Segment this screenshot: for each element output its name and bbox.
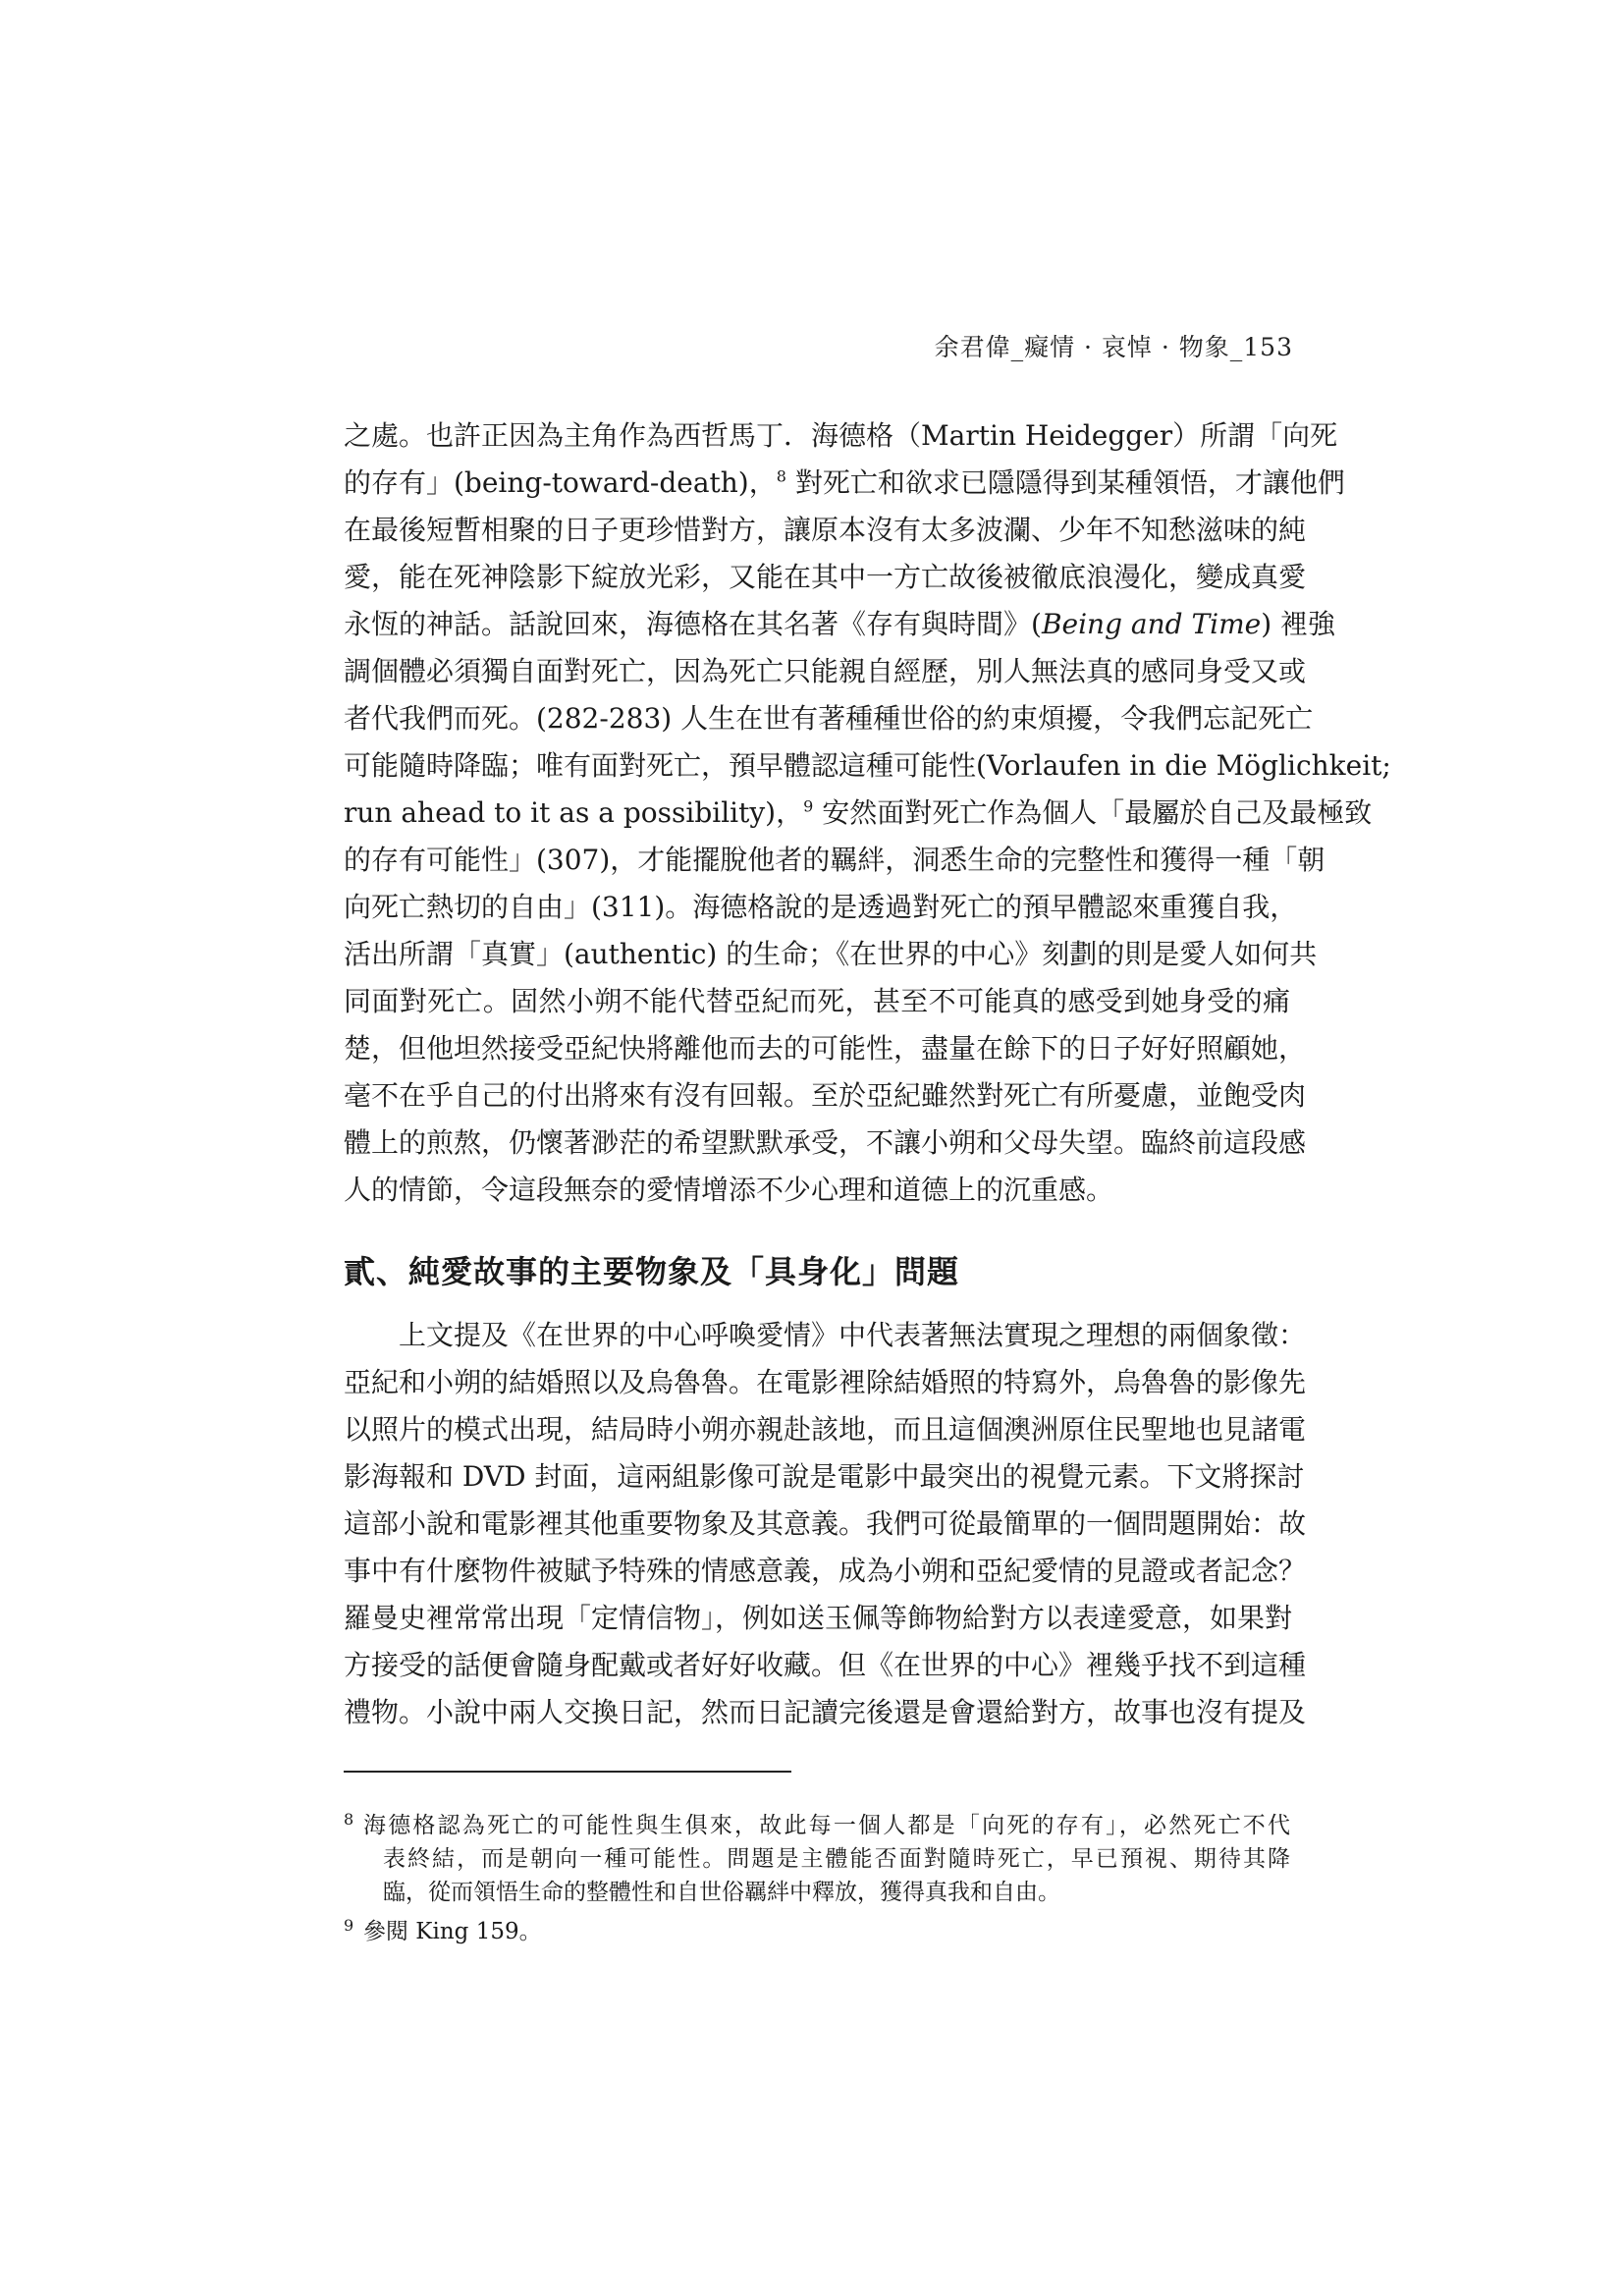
text-line: 楚，但他坦然接受亞紀快將離他而去的可能性，盡量在餘下的日子好好照顧她， xyxy=(344,1032,1307,1065)
body-paragraph xyxy=(344,412,1391,1214)
text-segment: ) 裡強 xyxy=(1261,608,1336,640)
footnote-number: 8 xyxy=(344,1810,354,1829)
text-line: 事中有什麼物件被賦予特殊的情感意義，成為小朔和亞紀愛情的見證或者記念？ xyxy=(344,1555,1307,1587)
footnote-line: 參閱 King 159。 xyxy=(363,1919,542,1944)
footnote-line: 海德格認為死亡的可能性與生俱來，故此每一個人都是「向死的存有」，必然死亡不代 xyxy=(363,1813,1290,1838)
section-heading: 貳、純愛故事的主要物象及「具身化」問題 xyxy=(344,1253,960,1290)
footnotes xyxy=(344,1809,1290,1954)
text-line: 方接受的話便會隨身配戴或者好好收藏。但《在世界的中心》裡幾乎找不到這種 xyxy=(344,1649,1307,1681)
text-line: 禮物。小說中兩人交換日記，然而日記讀完後還是會還給對方，故事也沒有提及 xyxy=(344,1696,1307,1728)
text-line: 的存有可能性」(307)，才能擺脫他者的羈絆，洞悉生命的完整性和獲得一種「朝 xyxy=(344,844,1325,876)
text-line: 活出所謂「真實」(authentic) 的生命；《在世界的中心》刻劃的則是愛人如何共 xyxy=(344,938,1318,970)
text-line: 調個體必須獨自面對死亡，因為死亡只能親自經歷，別人無法真的感同身受又或 xyxy=(344,655,1307,687)
footnote-number: 9 xyxy=(344,1916,354,1935)
text-line: 愛，能在死神陰影下綻放光彩，又能在其中一方亡故後被徹底浪漫化，變成真愛 xyxy=(344,561,1307,593)
text-line: 亞紀和小朔的結婚照以及烏魯魯。在電影裡除結婚照的特寫外，烏魯魯的影像先 xyxy=(344,1366,1307,1398)
text-line xyxy=(344,790,1373,837)
text-line: 者代我們而死。(282-283) 人生在世有著種種世俗的約束煩擾，令我們忘記死亡 xyxy=(344,702,1314,735)
text-line: 之處。也許正因為主角作為西哲馬丁．海德格（Martin Heidegger）所謂「向死 xyxy=(344,419,1338,452)
text-segment: run ahead to it as a possibility)， xyxy=(344,796,804,829)
footnote-ref-9[interactable]: 9 xyxy=(803,796,814,816)
body-paragraph xyxy=(344,1312,1307,1736)
text-segment: 永恆的神話。話說回來，海德格在其名著《存有與時間》( xyxy=(344,608,1042,640)
footnote-separator xyxy=(344,1771,791,1773)
text-line: 以照片的模式出現，結局時小朔亦親赴該地，而且這個澳洲原住民聖地也見諸電 xyxy=(344,1413,1307,1446)
footnote-line: 表終結，而是朝向一種可能性。問題是主體能否面對隨時死亡，早已預視、期待其降 xyxy=(383,1846,1290,1872)
text-segment: 的存有」(being-toward-death)， xyxy=(344,466,777,499)
text-line: 同面對死亡。固然小朔不能代替亞紀而死，甚至不可能真的感受到她身受的痛 xyxy=(344,985,1290,1017)
text-line: 體上的煎熬，仍懷著渺茫的希望默默承受，不讓小朔和父母失望。臨終前這段感 xyxy=(344,1126,1307,1159)
text-line: 羅曼史裡常常出現「定情信物」，例如送玉佩等飾物給對方以表達愛意，如果對 xyxy=(344,1602,1293,1634)
text-line: 影海報和 DVD 封面，這兩組影像可說是電影中最突出的視覺元素。下文將探討 xyxy=(344,1460,1305,1493)
text-line: 可能隨時降臨；唯有面對死亡，預早體認這種可能性(Vorlaufen in die Möglichkeit; xyxy=(344,749,1391,782)
footnote-ref-8[interactable]: 8 xyxy=(776,466,786,486)
text-line xyxy=(344,1312,1307,1359)
text-line xyxy=(344,601,1336,648)
text-segment: 安然面對死亡作為個人「最屬於自己及最極致 xyxy=(822,796,1373,829)
text-line: 毫不在乎自己的付出將來有沒有回報。至於亞紀雖然對死亡有所憂慮，並飽受肉 xyxy=(344,1079,1307,1112)
book-title-italic: Being and Time xyxy=(1041,608,1262,640)
main-text xyxy=(344,412,1391,1736)
text-line: 向死亡熱切的自由」(311)。海德格說的是透過對死亡的預早體認來重獲自我， xyxy=(344,891,1298,923)
running-header: 余君偉_癡情 · 哀悼 · 物象_153 xyxy=(934,333,1293,361)
text-segment: 上文提及《在世界的中心呼喚愛情》中代表著無法實現之理想的兩個象徵： xyxy=(399,1319,1307,1351)
text-line: 人的情節，令這段無奈的愛情增添不少心理和道德上的沉重感。 xyxy=(344,1174,1114,1206)
footnote-line: 臨，從而領悟生命的整體性和自世俗羈絆中釋放，獲得真我和自由。 xyxy=(383,1880,1060,1905)
text-line xyxy=(344,460,1345,507)
text-line: 在最後短暫相聚的日子更珍惜對方，讓原本沒有太多波瀾、少年不知愁滋味的純 xyxy=(344,514,1307,546)
text-line: 這部小說和電影裡其他重要物象及其意義。我們可從最簡單的一個問題開始：故 xyxy=(344,1507,1307,1540)
text-segment: 對死亡和欲求已隱隱得到某種領悟，才讓他們 xyxy=(794,466,1345,499)
footnote-9 xyxy=(344,1915,1290,1948)
footnote-8 xyxy=(344,1809,1290,1909)
